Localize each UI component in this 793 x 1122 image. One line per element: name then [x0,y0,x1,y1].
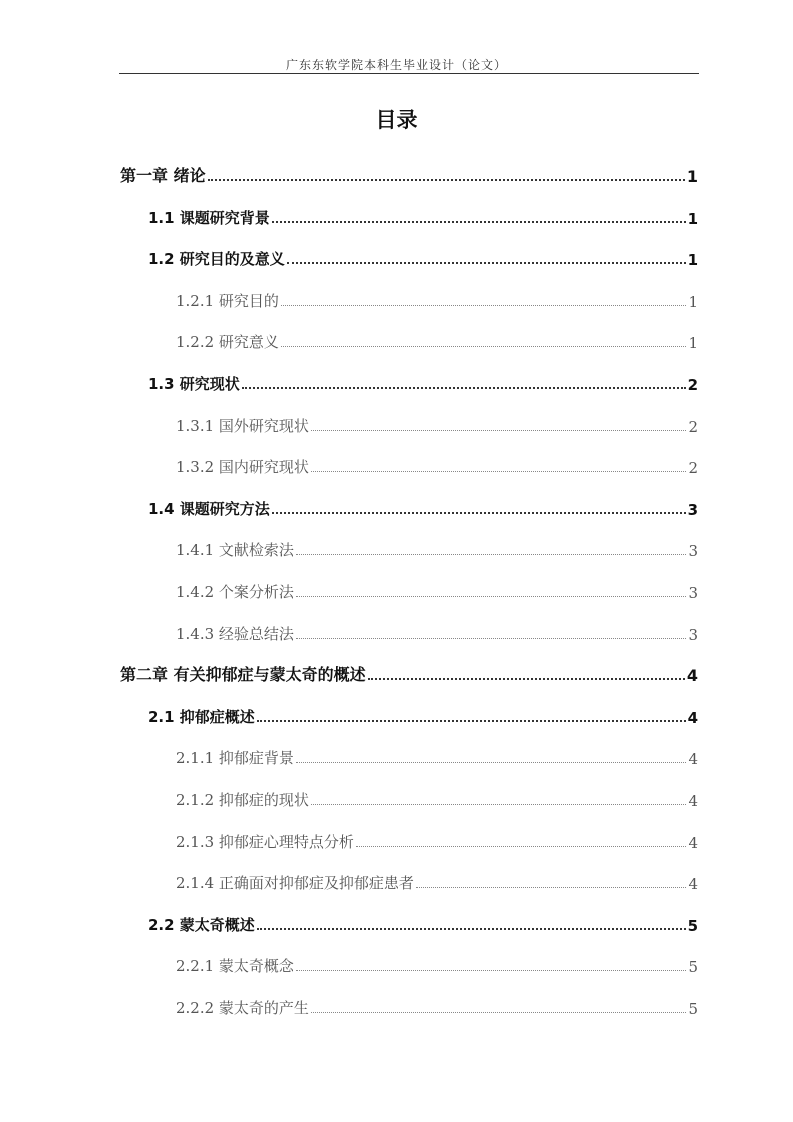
toc-entry-page-number: 1 [687,209,698,228]
toc-dot-leader [296,596,687,597]
toc-dot-leader [257,720,686,722]
toc-entry-page-number: 3 [688,584,698,602]
toc-entry[interactable] [176,410,698,436]
toc-entry[interactable] [176,285,698,311]
toc-dot-leader [311,430,687,431]
toc-entry[interactable] [176,784,698,810]
toc-entry-page-number: 2 [688,459,698,478]
toc-entry[interactable] [120,160,698,186]
header-text: 广东东软学院本科生毕业设计（论文） [285,58,507,72]
toc-entry-page-number: 4 [688,875,698,894]
toc-dot-leader [311,471,687,472]
toc-entry-label: 2.2 蒙太奇概述 [148,915,255,934]
toc-entry-page-number: 4 [688,792,698,810]
toc-entry-label: 1.3.1 国外研究现状 [176,416,309,435]
toc-entry[interactable] [148,243,698,269]
toc-entry[interactable] [148,701,698,727]
toc-entry-label: 2.1.1 抑郁症背景 [176,749,294,768]
toc-entry-page-number: 2 [687,376,698,394]
toc-entry-page-number: 5 [688,958,698,977]
toc-entry-label: 1.2 研究目的及意义 [148,250,285,269]
toc-entry-label: 1.3.2 国内研究现状 [176,458,309,477]
toc-dot-leader [296,970,687,971]
toc-entry-page-number: 4 [686,666,698,686]
toc-entry-page-number: 4 [688,750,698,769]
toc-dot-leader [287,262,686,264]
toc-entry[interactable] [176,451,698,477]
toc-entry[interactable] [148,493,698,519]
toc-entry[interactable] [176,742,698,768]
toc-entry-label: 2.2.1 蒙太奇概念 [176,957,294,976]
toc-entry-label: 1.2.2 研究意义 [176,333,279,352]
toc-entry-page-number: 1 [688,334,698,353]
toc-dot-leader [242,387,686,389]
toc-entry[interactable] [176,618,698,644]
toc-entry[interactable] [120,659,698,685]
toc-entry-page-number: 3 [688,542,698,561]
toc-entry-page-number: 1 [688,292,698,311]
toc-dot-leader [296,638,687,639]
toc-dot-leader [296,762,687,763]
toc-entry-page-number: 4 [688,833,698,852]
header-divider [119,73,699,74]
toc-entry-label: 2.1.4 正确面对抑郁症及抑郁症患者 [176,874,414,893]
toc-entry-page-number: 3 [687,500,698,519]
toc-entry-page-number: 5 [687,916,698,935]
toc-entry-label: 1.1 课题研究背景 [148,208,270,227]
toc-dot-leader [281,305,687,306]
toc-dot-leader [257,928,686,930]
toc-entry-page-number: 3 [688,625,698,644]
toc-entry[interactable] [176,576,698,602]
toc-entry-label: 第二章 有关抑郁症与蒙太奇的概述 [120,665,366,685]
toc-entry-label: 1.4.1 文献检索法 [176,541,294,560]
toc-entry-page-number: 1 [686,167,698,186]
toc-entry[interactable] [148,909,698,935]
toc-entry[interactable] [176,950,698,976]
toc-dot-leader [311,804,687,805]
toc-entry-page-number: 2 [688,417,698,436]
toc-dot-leader [416,887,687,888]
toc-entry-label: 1.4.3 经验总结法 [176,624,294,643]
toc-entry[interactable] [176,826,698,852]
toc-dot-leader [311,1012,687,1013]
toc-entry-label: 2.1.2 抑郁症的现状 [176,791,309,809]
toc-entry[interactable] [176,534,698,560]
toc-entry[interactable] [176,326,698,352]
toc-entry-page-number: 4 [687,708,698,727]
toc-entry[interactable] [176,867,698,893]
toc-entry-page-number: 1 [687,251,698,270]
toc-entry-page-number: 5 [688,1000,698,1018]
toc-dot-leader [368,678,685,680]
toc-entry[interactable] [148,202,698,228]
toc-entry-label: 1.2.1 研究目的 [176,291,279,310]
toc-dot-leader [356,846,687,847]
toc-entry-label: 2.1.3 抑郁症心理特点分析 [176,832,354,851]
toc-dot-leader [272,221,686,223]
toc-dot-leader [208,179,685,181]
toc-entry-label: 2.1 抑郁症概述 [148,707,255,726]
toc-entry-label: 1.3 研究现状 [148,375,240,393]
toc-entry-label: 1.4.2 个案分析法 [176,583,294,601]
toc-entry-label: 2.2.2 蒙太奇的产生 [176,999,309,1017]
toc-dot-leader [296,554,687,555]
toc-title: 目录 [375,108,418,132]
toc-dot-leader [281,346,687,347]
toc-entry-label: 第一章 绪论 [120,166,206,185]
toc-dot-leader [272,512,686,514]
toc-entry[interactable] [176,992,698,1018]
toc-entry-label: 1.4 课题研究方法 [148,499,270,518]
toc-entry[interactable] [148,368,698,394]
